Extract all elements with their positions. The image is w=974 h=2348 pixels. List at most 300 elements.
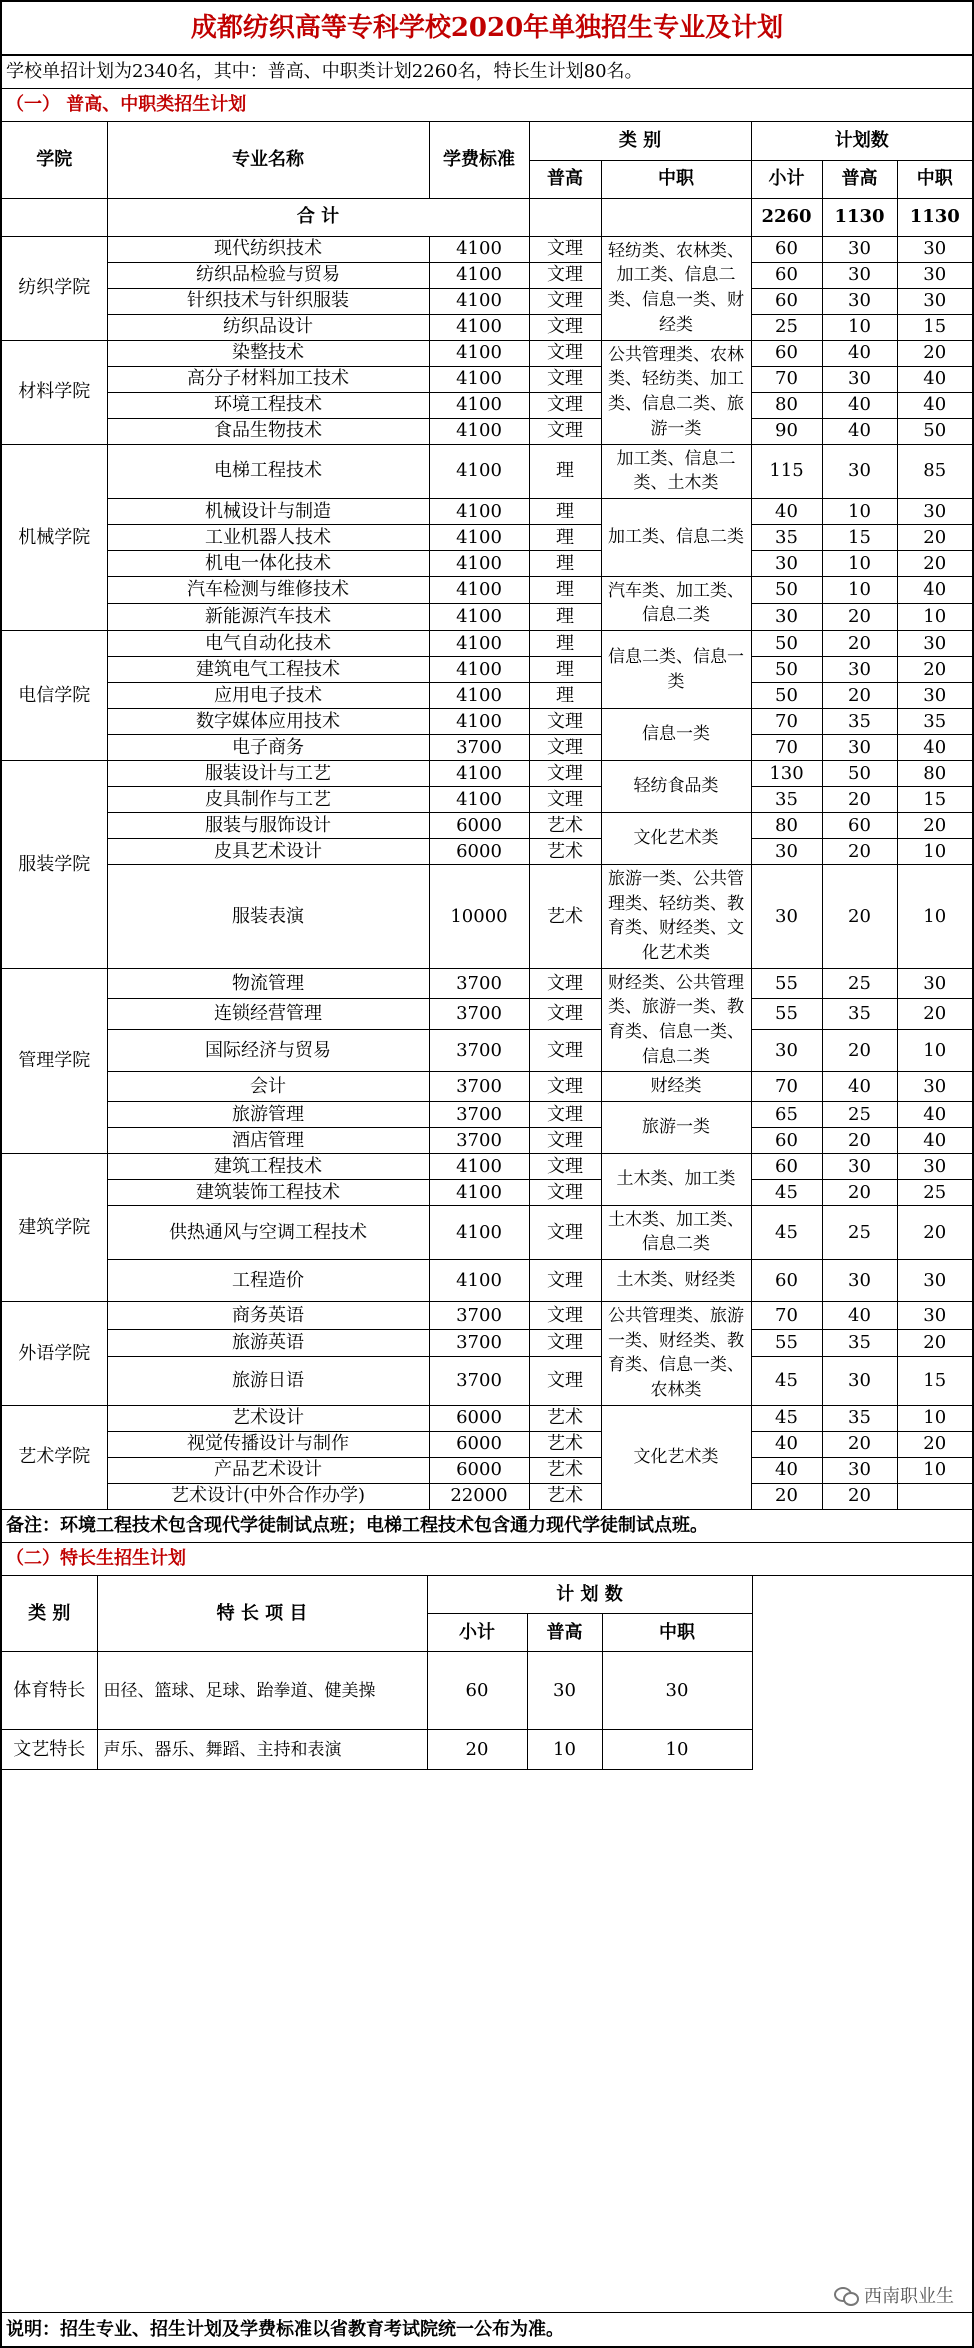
category-cell: 加工类、信息二类、土木类: [601, 444, 751, 498]
plan-pugao: 30: [822, 366, 897, 392]
special-row: [2, 1652, 752, 1730]
header-fee: 学费标准: [429, 122, 529, 198]
table-row: [2, 1029, 972, 1071]
category-cell: 汽车类、加工类、信息二类: [601, 576, 751, 630]
plan-zhongzhi: 40: [897, 1101, 972, 1127]
fee-cell: 4100: [429, 366, 529, 392]
plan-zhongzhi: 15: [897, 314, 972, 340]
category-cell: 土木类、财经类: [601, 1260, 751, 1302]
fee-cell: 22000: [429, 1483, 529, 1509]
plan-pugao: 20: [822, 865, 897, 969]
fee-cell: 3700: [429, 735, 529, 761]
plan-zhongzhi: 80: [897, 761, 972, 787]
pugao-subject: 文理: [529, 340, 601, 366]
plan-zhongzhi: 10: [897, 839, 972, 865]
plan-sub: 80: [751, 813, 822, 839]
plan-sub: 45: [751, 1205, 822, 1259]
plan-sub: 50: [751, 683, 822, 709]
plan-zhongzhi: 30: [897, 631, 972, 657]
plan-sub: 130: [751, 761, 822, 787]
table-row: [2, 683, 972, 709]
special-type: 体育特长: [2, 1652, 97, 1730]
category-cell: 财经类、公共管理类、旅游一类、教育类、信息一类、信息二类: [601, 968, 751, 1072]
pugao-subject: 艺术: [529, 865, 601, 969]
plan-zhongzhi: 10: [897, 1405, 972, 1431]
pugao-subject: 文理: [529, 735, 601, 761]
plan-zhongzhi: 30: [897, 1260, 972, 1302]
table-row: [2, 524, 972, 550]
plan-sub: 40: [751, 1431, 822, 1457]
fee-cell: 4100: [429, 524, 529, 550]
header-major: 专业名称: [107, 122, 429, 198]
major-name: 现代纺织技术: [107, 236, 429, 262]
pugao-subject: 文理: [529, 1029, 601, 1071]
header-zhongzhi: 中职: [601, 160, 751, 198]
fee-cell: 3700: [429, 1329, 529, 1356]
table-row: [2, 1457, 972, 1483]
plan-zhongzhi: 40: [897, 392, 972, 418]
major-name: 视觉传播设计与制作: [107, 1431, 429, 1457]
plan-pugao: 30: [822, 657, 897, 683]
plan-sub: 80: [751, 392, 822, 418]
plan-pugao: 60: [822, 813, 897, 839]
plan-zhongzhi: 15: [897, 1357, 972, 1406]
plan-pugao: 30: [822, 1457, 897, 1483]
plan-zhongzhi: 35: [897, 709, 972, 735]
fee-cell: 4100: [429, 498, 529, 524]
plan-sub: 30: [751, 865, 822, 969]
plan-pugao: 30: [822, 262, 897, 288]
total-pugao: 1130: [822, 198, 897, 236]
special-items: 田径、篮球、足球、跆拳道、健美操: [97, 1652, 427, 1730]
plan-pugao: 35: [822, 709, 897, 735]
special-pugao: 10: [527, 1730, 602, 1770]
college-cell: 艺术学院: [2, 1405, 107, 1509]
section1-heading: （一） 普高、中职类招生计划: [2, 89, 972, 122]
table-row: [2, 262, 972, 288]
major-name: 机械设计与制造: [107, 498, 429, 524]
plan-pugao: 25: [822, 1205, 897, 1259]
major-name: 会计: [107, 1072, 429, 1102]
pugao-subject: 艺术: [529, 1405, 601, 1431]
major-name: 数字媒体应用技术: [107, 709, 429, 735]
plan-pugao: 20: [822, 631, 897, 657]
plan-zhongzhi: 20: [897, 1205, 972, 1259]
plan-pugao: 10: [822, 498, 897, 524]
plan-pugao: 30: [822, 444, 897, 498]
plan-sub: 30: [751, 550, 822, 576]
plan-pugao: 20: [822, 787, 897, 813]
major-name: 纺织品设计: [107, 314, 429, 340]
pugao-subject: 艺术: [529, 839, 601, 865]
plan-sub: 45: [751, 1357, 822, 1406]
major-name: 机电一体化技术: [107, 550, 429, 576]
plan-pugao: 20: [822, 603, 897, 630]
special-row: [2, 1730, 752, 1770]
fee-cell: 4100: [429, 631, 529, 657]
major-name: 应用电子技术: [107, 683, 429, 709]
plan-zhongzhi: 20: [897, 340, 972, 366]
table-row: [2, 236, 972, 262]
fee-cell: 4100: [429, 262, 529, 288]
plan-pugao: 30: [822, 1153, 897, 1179]
table-row: [2, 761, 972, 787]
plan-zhongzhi: [897, 1483, 972, 1509]
pugao-subject: 文理: [529, 1153, 601, 1179]
fee-cell: 3700: [429, 1101, 529, 1127]
fee-cell: 4100: [429, 236, 529, 262]
table-row: [2, 813, 972, 839]
table-row: [2, 1329, 972, 1356]
table-row: [2, 418, 972, 444]
major-name: 皮具制作与工艺: [107, 787, 429, 813]
plan-pugao: 10: [822, 576, 897, 603]
pugao-subject: 理: [529, 603, 601, 630]
college-cell: 外语学院: [2, 1302, 107, 1406]
plan-pugao: 20: [822, 683, 897, 709]
category-cell: 文化艺术类: [601, 1405, 751, 1509]
fee-cell: 4100: [429, 340, 529, 366]
category-cell: 轻纺食品类: [601, 761, 751, 813]
table-row: [2, 392, 972, 418]
pugao-subject: 文理: [529, 709, 601, 735]
plan-pugao: 20: [822, 1483, 897, 1509]
pugao-subject: 文理: [529, 236, 601, 262]
fee-cell: 3700: [429, 999, 529, 1030]
major-name: 旅游日语: [107, 1357, 429, 1406]
category-cell: 旅游一类: [601, 1101, 751, 1153]
plan-zhongzhi: 20: [897, 1431, 972, 1457]
total-sub: 2260: [751, 198, 822, 236]
table-row: [2, 1179, 972, 1205]
pugao-subject: 文理: [529, 787, 601, 813]
category-cell: 土木类、加工类: [601, 1153, 751, 1205]
pugao-subject: 文理: [529, 968, 601, 999]
footer-note: 说明：招生专业、招生计划及学费标准以省教育考试院统一公布为准。: [2, 2312, 972, 2346]
major-name: 电子商务: [107, 735, 429, 761]
header-type: 类 别: [529, 122, 751, 160]
major-name: 汽车检测与维修技术: [107, 576, 429, 603]
fee-cell: 4100: [429, 550, 529, 576]
major-name: 连锁经营管理: [107, 999, 429, 1030]
special-items: 声乐、器乐、舞蹈、主持和表演: [97, 1730, 427, 1770]
table-row: [2, 576, 972, 603]
plan-zhongzhi: 30: [897, 262, 972, 288]
fee-cell: 4100: [429, 1205, 529, 1259]
pugao-subject: 文理: [529, 1072, 601, 1102]
plan-pugao: 35: [822, 1329, 897, 1356]
fee-cell: 3700: [429, 1302, 529, 1329]
major-name: 国际经济与贸易: [107, 1029, 429, 1071]
college-cell: 纺织学院: [2, 236, 107, 340]
special-header-type: 类 别: [2, 1576, 97, 1652]
category-cell: 信息二类、信息一类: [601, 631, 751, 709]
table-row: [2, 865, 972, 969]
college-cell: 管理学院: [2, 968, 107, 1153]
plan-sub: 70: [751, 735, 822, 761]
plan-pugao: 40: [822, 418, 897, 444]
special-pugao: 30: [527, 1652, 602, 1730]
section2-heading: （二）特长生招生计划: [2, 1543, 972, 1576]
special-header-row: [2, 1576, 752, 1614]
plan-zhongzhi: 20: [897, 1329, 972, 1356]
plan-zhongzhi: 40: [897, 576, 972, 603]
pugao-subject: 理: [529, 657, 601, 683]
major-name: 物流管理: [107, 968, 429, 999]
major-name: 服装与服饰设计: [107, 813, 429, 839]
pugao-subject: 理: [529, 631, 601, 657]
plan-sub: 55: [751, 999, 822, 1030]
pugao-subject: 艺术: [529, 1457, 601, 1483]
category-cell: 轻纺类、农林类、加工类、信息二类、信息一类、财经类: [601, 236, 751, 340]
fee-cell: 3700: [429, 1072, 529, 1102]
plan-zhongzhi: 40: [897, 1127, 972, 1153]
plan-pugao: 40: [822, 392, 897, 418]
table-row: [2, 550, 972, 576]
major-name: 供热通风与空调工程技术: [107, 1205, 429, 1259]
plan-zhongzhi: 10: [897, 865, 972, 969]
plan-pugao: 20: [822, 1029, 897, 1071]
special-header-sub: 小计: [427, 1614, 527, 1652]
pugao-subject: 文理: [529, 1357, 601, 1406]
major-name: 工业机器人技术: [107, 524, 429, 550]
plan-sub: 60: [751, 340, 822, 366]
table-row: [2, 735, 972, 761]
college-cell: 机械学院: [2, 444, 107, 631]
category-cell: 文化艺术类: [601, 813, 751, 865]
header-plan-zhongzhi: 中职: [897, 160, 972, 198]
plan-zhongzhi: 20: [897, 550, 972, 576]
plan-zhongzhi: 15: [897, 787, 972, 813]
special-sub: 20: [427, 1730, 527, 1770]
fee-cell: 4100: [429, 603, 529, 630]
header-college: 学院: [2, 122, 107, 198]
plan-pugao: 30: [822, 735, 897, 761]
major-name: 工程造价: [107, 1260, 429, 1302]
major-name: 艺术设计: [107, 1405, 429, 1431]
category-cell: 土木类、加工类、信息二类: [601, 1205, 751, 1259]
table-row: [2, 340, 972, 366]
fee-cell: 6000: [429, 1431, 529, 1457]
fee-cell: 4100: [429, 314, 529, 340]
pugao-subject: 文理: [529, 418, 601, 444]
plan-sub: 55: [751, 968, 822, 999]
special-type: 文艺特长: [2, 1730, 97, 1770]
pugao-subject: 艺术: [529, 813, 601, 839]
college-cell: 电信学院: [2, 631, 107, 761]
plan-sub: 60: [751, 1260, 822, 1302]
plan-pugao: 50: [822, 761, 897, 787]
plan-zhongzhi: 30: [897, 236, 972, 262]
pugao-subject: 理: [529, 524, 601, 550]
major-name: 产品艺术设计: [107, 1457, 429, 1483]
major-name: 旅游英语: [107, 1329, 429, 1356]
table-row: [2, 709, 972, 735]
plan-zhongzhi: 20: [897, 657, 972, 683]
plan-sub: 90: [751, 418, 822, 444]
plan-sub: 70: [751, 1072, 822, 1102]
fee-cell: 4100: [429, 288, 529, 314]
table-row: [2, 1260, 972, 1302]
plan-zhongzhi: 25: [897, 1179, 972, 1205]
pugao-subject: 理: [529, 683, 601, 709]
fee-cell: 3700: [429, 1127, 529, 1153]
pugao-subject: 文理: [529, 1329, 601, 1356]
major-name: 艺术设计(中外合作办学): [107, 1483, 429, 1509]
fee-cell: 3700: [429, 1357, 529, 1406]
major-name: 皮具艺术设计: [107, 839, 429, 865]
fee-cell: 4100: [429, 444, 529, 498]
special-sub: 60: [427, 1652, 527, 1730]
fee-cell: 4100: [429, 1153, 529, 1179]
table-row: [2, 1302, 972, 1329]
plan-sub: 50: [751, 576, 822, 603]
total-label: 合 计: [107, 198, 529, 236]
total-blank: [529, 198, 601, 236]
plan-sub: 20: [751, 1483, 822, 1509]
major-name: 针织技术与针织服装: [107, 288, 429, 314]
major-name: 电梯工程技术: [107, 444, 429, 498]
plan-pugao: 30: [822, 1260, 897, 1302]
table-row: [2, 657, 972, 683]
plan-zhongzhi: 20: [897, 813, 972, 839]
table-row: [2, 444, 972, 498]
plan-zhongzhi: 30: [897, 1153, 972, 1179]
special-zhongzhi: 10: [602, 1730, 752, 1770]
pugao-subject: 理: [529, 498, 601, 524]
plan-zhongzhi: 30: [897, 968, 972, 999]
pugao-subject: 艺术: [529, 1431, 601, 1457]
major-name: 商务英语: [107, 1302, 429, 1329]
plan-zhongzhi: 10: [897, 1457, 972, 1483]
pugao-subject: 艺术: [529, 1483, 601, 1509]
table-row: [2, 1431, 972, 1457]
pugao-subject: 文理: [529, 314, 601, 340]
fee-cell: 10000: [429, 865, 529, 969]
plan-sub: 115: [751, 444, 822, 498]
pugao-subject: 文理: [529, 999, 601, 1030]
plan-pugao: 20: [822, 1127, 897, 1153]
major-name: 电气自动化技术: [107, 631, 429, 657]
plan-pugao: 20: [822, 1179, 897, 1205]
plan-sub: 65: [751, 1101, 822, 1127]
plan-zhongzhi: 10: [897, 1029, 972, 1071]
category-cell: 信息一类: [601, 709, 751, 761]
header-plan-sub: 小计: [751, 160, 822, 198]
plan-sub: 70: [751, 709, 822, 735]
special-header-items: 特 长 项 目: [97, 1576, 427, 1652]
major-name: 环境工程技术: [107, 392, 429, 418]
table-row: [2, 366, 972, 392]
fee-cell: 6000: [429, 839, 529, 865]
table-row: [2, 1357, 972, 1406]
table-row: [2, 1205, 972, 1259]
plan-pugao: 25: [822, 968, 897, 999]
pugao-subject: 文理: [529, 392, 601, 418]
plan-zhongzhi: 40: [897, 735, 972, 761]
plan-pugao: 30: [822, 236, 897, 262]
pugao-subject: 文理: [529, 288, 601, 314]
plan-sub: 70: [751, 366, 822, 392]
total-zhongzhi: 1130: [897, 198, 972, 236]
plan-sub: 40: [751, 498, 822, 524]
total-blank: [2, 198, 107, 236]
major-name: 服装设计与工艺: [107, 761, 429, 787]
header-plan: 计划数: [751, 122, 972, 160]
special-header-pugao: 普高: [527, 1614, 602, 1652]
table-row: [2, 631, 972, 657]
fee-cell: 4100: [429, 787, 529, 813]
special-talent-table: [2, 1576, 753, 1771]
fee-cell: 4100: [429, 418, 529, 444]
pugao-subject: 文理: [529, 1260, 601, 1302]
header-plan-pugao: 普高: [822, 160, 897, 198]
plan-sub: 30: [751, 839, 822, 865]
table-row: [2, 1127, 972, 1153]
plan-zhongzhi: 30: [897, 498, 972, 524]
table-row: [2, 787, 972, 813]
plan-sub: 45: [751, 1405, 822, 1431]
fee-cell: 3700: [429, 1029, 529, 1071]
watermark: [834, 2282, 954, 2308]
plan-pugao: 40: [822, 340, 897, 366]
fee-cell: 6000: [429, 1457, 529, 1483]
page-title: 成都纺织高等专科学校2020年单独招生专业及计划: [2, 2, 972, 56]
plan-sub: 35: [751, 787, 822, 813]
major-name: 建筑电气工程技术: [107, 657, 429, 683]
plan-pugao: 40: [822, 1072, 897, 1102]
plan-sub: 70: [751, 1302, 822, 1329]
table-row: [2, 288, 972, 314]
total-row: [2, 198, 972, 236]
plan-pugao: 10: [822, 314, 897, 340]
watermark-text: 西南职业生: [864, 2286, 954, 2307]
pugao-subject: 文理: [529, 262, 601, 288]
header-pugao: 普高: [529, 160, 601, 198]
category-cell: 公共管理类、旅游一类、财经类、教育类、信息一类、农林类: [601, 1302, 751, 1406]
major-name: 高分子材料加工技术: [107, 366, 429, 392]
plan-zhongzhi: 30: [897, 288, 972, 314]
fee-cell: 4100: [429, 761, 529, 787]
total-blank: [601, 198, 751, 236]
pugao-subject: 文理: [529, 1101, 601, 1127]
pugao-subject: 文理: [529, 1302, 601, 1329]
special-header-zhongzhi: 中职: [602, 1614, 752, 1652]
plan-sub: 40: [751, 1457, 822, 1483]
plan-sub: 60: [751, 236, 822, 262]
plan-zhongzhi: 20: [897, 524, 972, 550]
fee-cell: 4100: [429, 1260, 529, 1302]
table-row: [2, 1101, 972, 1127]
wechat-icon: [834, 2285, 858, 2305]
plan-pugao: 10: [822, 550, 897, 576]
plan-pugao: 30: [822, 1357, 897, 1406]
fee-cell: 6000: [429, 813, 529, 839]
table-row: [2, 314, 972, 340]
plan-zhongzhi: 85: [897, 444, 972, 498]
plan-pugao: 20: [822, 1431, 897, 1457]
pugao-subject: 理: [529, 576, 601, 603]
plan-zhongzhi: 10: [897, 603, 972, 630]
plan-pugao: 25: [822, 1101, 897, 1127]
plan-pugao: 40: [822, 1302, 897, 1329]
table-row: [2, 1153, 972, 1179]
special-zhongzhi: 30: [602, 1652, 752, 1730]
major-name: 纺织品检验与贸易: [107, 262, 429, 288]
plan-zhongzhi: 20: [897, 999, 972, 1030]
table-row: [2, 498, 972, 524]
plan-pugao: 20: [822, 839, 897, 865]
